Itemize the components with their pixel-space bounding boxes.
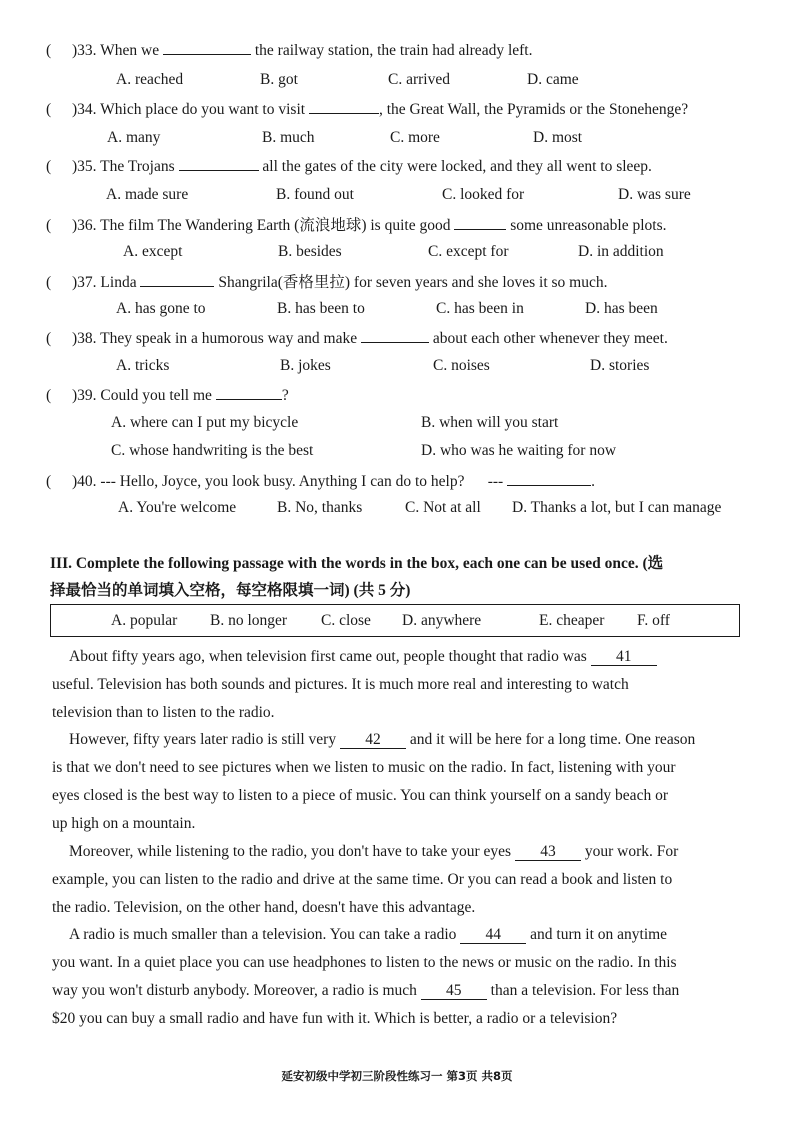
q-number: )33. xyxy=(72,42,97,59)
blank-43[interactable]: 43 xyxy=(515,844,581,861)
q-text-before: They speak in a humorous way and make xyxy=(100,330,358,347)
option-d[interactable]: D. who was he waiting for now xyxy=(421,442,617,459)
word-option-d: D. anywhere xyxy=(402,612,482,629)
q-number: )37. xyxy=(72,274,97,291)
passage-text: Moreover, while listening to the radio, you don't have to take your eyes xyxy=(69,843,512,860)
option-d[interactable]: D. stories xyxy=(590,357,650,374)
blank-44[interactable]: 44 xyxy=(460,927,526,944)
answer-paren[interactable]: ( xyxy=(46,42,52,59)
passage-text: About fifty years ago, when television first came out, people thought that radio was xyxy=(69,648,587,665)
word-option-e: E. cheaper xyxy=(539,612,605,629)
answer-paren[interactable]: ( xyxy=(46,217,52,234)
passage-line: up high on a mountain. xyxy=(52,815,196,832)
word-box xyxy=(50,604,740,637)
q-text-before: Could you tell me xyxy=(100,387,212,404)
paragraph-2 xyxy=(52,726,740,838)
question-39 xyxy=(46,385,756,405)
passage-line: eyes closed is the best way to listen to a piece of music. You can think yourself on a sandy beach or xyxy=(52,787,668,804)
word-option-b: B. no longer xyxy=(210,612,288,629)
word-option-a: A. popular xyxy=(111,612,178,629)
answer-paren[interactable]: ( xyxy=(46,101,52,118)
question-33 xyxy=(46,40,756,60)
option-b[interactable]: B. besides xyxy=(278,243,342,260)
q-number: )34. xyxy=(72,101,97,118)
passage-line: useful. Television has both sounds and pictures. It is much more real and interesting to watch xyxy=(52,676,629,693)
passage-text: and turn it on anytime xyxy=(530,926,668,943)
word-option-c: C. close xyxy=(321,612,371,629)
q-text-after: some unreasonable plots. xyxy=(510,217,667,234)
page-footer: 延安初级中学初三阶段性练习一 第3页 共8页 xyxy=(281,1069,513,1083)
q-number: )39. xyxy=(72,387,97,404)
q-text-before: The film The Wandering Earth (流浪地球) is quite good xyxy=(100,217,451,234)
q-number: )38. xyxy=(72,330,97,347)
option-a[interactable]: A. where can I put my bicycle xyxy=(111,414,299,431)
option-c[interactable]: C. arrived xyxy=(388,71,450,88)
option-d[interactable]: D. most xyxy=(533,129,583,146)
option-b[interactable]: B. found out xyxy=(276,186,354,203)
paragraph-3 xyxy=(52,838,740,922)
answer-blank[interactable] xyxy=(216,385,282,400)
passage-line: example, you can listen to the radio and drive at the same time. Or you can read a book and listen to xyxy=(52,871,673,888)
passage-line: television than to listen to the radio. xyxy=(52,704,275,721)
question-40 xyxy=(46,471,756,491)
option-c[interactable]: C. except for xyxy=(428,243,509,260)
q-text-before: --- Hello, Joyce, you look busy. Anything I can do to help? xyxy=(100,473,465,490)
answer-paren[interactable]: ( xyxy=(46,387,52,404)
option-d[interactable]: D. has been xyxy=(585,300,658,317)
answer-blank[interactable] xyxy=(454,215,506,230)
option-a[interactable]: A. tricks xyxy=(116,357,170,374)
option-a[interactable]: A. made sure xyxy=(106,186,189,203)
option-c[interactable]: C. Not at all xyxy=(405,499,481,516)
passage-text: However, fifty years later radio is still very xyxy=(69,731,337,748)
answer-paren[interactable]: ( xyxy=(46,274,52,291)
passage-line: $20 you can buy a small radio and have fun with it. Which is better, a radio or a television? xyxy=(52,1010,618,1027)
blank-45[interactable]: 45 xyxy=(421,983,487,1000)
option-b[interactable]: B. much xyxy=(262,129,315,146)
answer-blank[interactable] xyxy=(179,156,259,171)
question-38 xyxy=(46,328,756,348)
answer-paren[interactable]: ( xyxy=(46,330,52,347)
section-3-title-line1: III. Complete the following passage with the words in the box, each one can be used once. (选 xyxy=(50,555,664,572)
q-text-tail: . xyxy=(591,473,595,490)
q-text-before: Which place do you want to visit xyxy=(100,101,306,118)
option-a[interactable]: A. except xyxy=(123,243,183,260)
option-c[interactable]: C. has been in xyxy=(436,300,524,317)
q-text-after: Shangrila(香格里拉) for seven years and she loves it so much. xyxy=(218,274,608,291)
answer-blank[interactable] xyxy=(309,99,379,114)
answer-blank[interactable] xyxy=(507,471,591,486)
passage-text: than a television. For less than xyxy=(490,982,680,999)
q-text-after: all the gates of the city were locked, and they all went to sleep. xyxy=(262,158,652,175)
q-number: )35. xyxy=(72,158,97,175)
section-3-title xyxy=(50,550,750,604)
blank-41[interactable]: 41 xyxy=(591,649,657,666)
passage-line: you want. In a quiet place you can use headphones to listen to the news or music on the radio. In this xyxy=(52,954,677,971)
option-b[interactable]: B. jokes xyxy=(280,357,331,374)
option-b[interactable]: B. when will you start xyxy=(421,414,559,431)
option-c[interactable]: C. looked for xyxy=(442,186,525,203)
paragraph-4 xyxy=(52,921,740,1033)
option-a[interactable]: A. many xyxy=(107,129,161,146)
option-d[interactable]: D. was sure xyxy=(618,186,691,203)
section-3-title-line2: 择最恰当的单词填入空格，每空格限填一词) (共 5 分) xyxy=(50,582,411,599)
paragraph-1 xyxy=(52,643,740,727)
passage-text: and it will be here for a long time. One reason xyxy=(409,731,696,748)
word-option-f: F. off xyxy=(637,612,670,629)
option-a[interactable]: A. has gone to xyxy=(116,300,206,317)
answer-blank[interactable] xyxy=(140,272,214,287)
q-text-before: The Trojans xyxy=(100,158,175,175)
answer-blank[interactable] xyxy=(361,328,429,343)
dialogue-dash: --- xyxy=(487,473,504,490)
q-text-after: , the Great Wall, the Pyramids or the Stonehenge? xyxy=(378,101,689,118)
question-36 xyxy=(46,213,756,235)
q-number: )40. xyxy=(72,473,97,490)
option-a[interactable]: A. You're welcome xyxy=(118,499,237,516)
answer-blank[interactable] xyxy=(163,40,251,55)
option-c[interactable]: C. whose handwriting is the best xyxy=(111,442,314,459)
option-d[interactable]: D. in addition xyxy=(578,243,664,260)
q-text-before: Linda xyxy=(100,274,137,291)
option-b[interactable]: B. has been to xyxy=(277,300,365,317)
option-c[interactable]: C. more xyxy=(390,129,440,146)
passage-line: is that we don't need to see pictures when we listen to music on the radio. In fact, listening with your xyxy=(52,759,676,776)
passage-line: the radio. Television, on the other hand, doesn't have this advantage. xyxy=(52,899,476,916)
q-text-before: When we xyxy=(100,42,160,59)
option-b[interactable]: B. No, thanks xyxy=(277,499,363,516)
question-34 xyxy=(46,99,756,119)
passage-text: A radio is much smaller than a television. You can take a radio xyxy=(69,926,457,943)
answer-paren[interactable]: ( xyxy=(46,158,52,175)
q-number: )36. xyxy=(72,217,97,234)
option-a[interactable]: A. reached xyxy=(116,71,184,88)
passage-text: way you won't disturb anybody. Moreover, a radio is much xyxy=(52,982,417,999)
option-b[interactable]: B. got xyxy=(260,71,298,88)
option-c[interactable]: C. noises xyxy=(433,357,490,374)
q-text-after: the railway station, the train had already left. xyxy=(254,42,533,59)
blank-42[interactable]: 42 xyxy=(340,732,406,749)
option-d[interactable]: D. came xyxy=(527,71,579,88)
q-text-after: about each other whenever they meet. xyxy=(432,330,668,347)
q-text-after: ? xyxy=(281,387,289,404)
passage-text: your work. For xyxy=(584,843,679,860)
question-37 xyxy=(46,270,756,292)
question-35 xyxy=(46,156,756,176)
answer-paren[interactable]: ( xyxy=(46,473,52,490)
option-d[interactable]: D. Thanks a lot, but I can manage xyxy=(512,499,722,516)
